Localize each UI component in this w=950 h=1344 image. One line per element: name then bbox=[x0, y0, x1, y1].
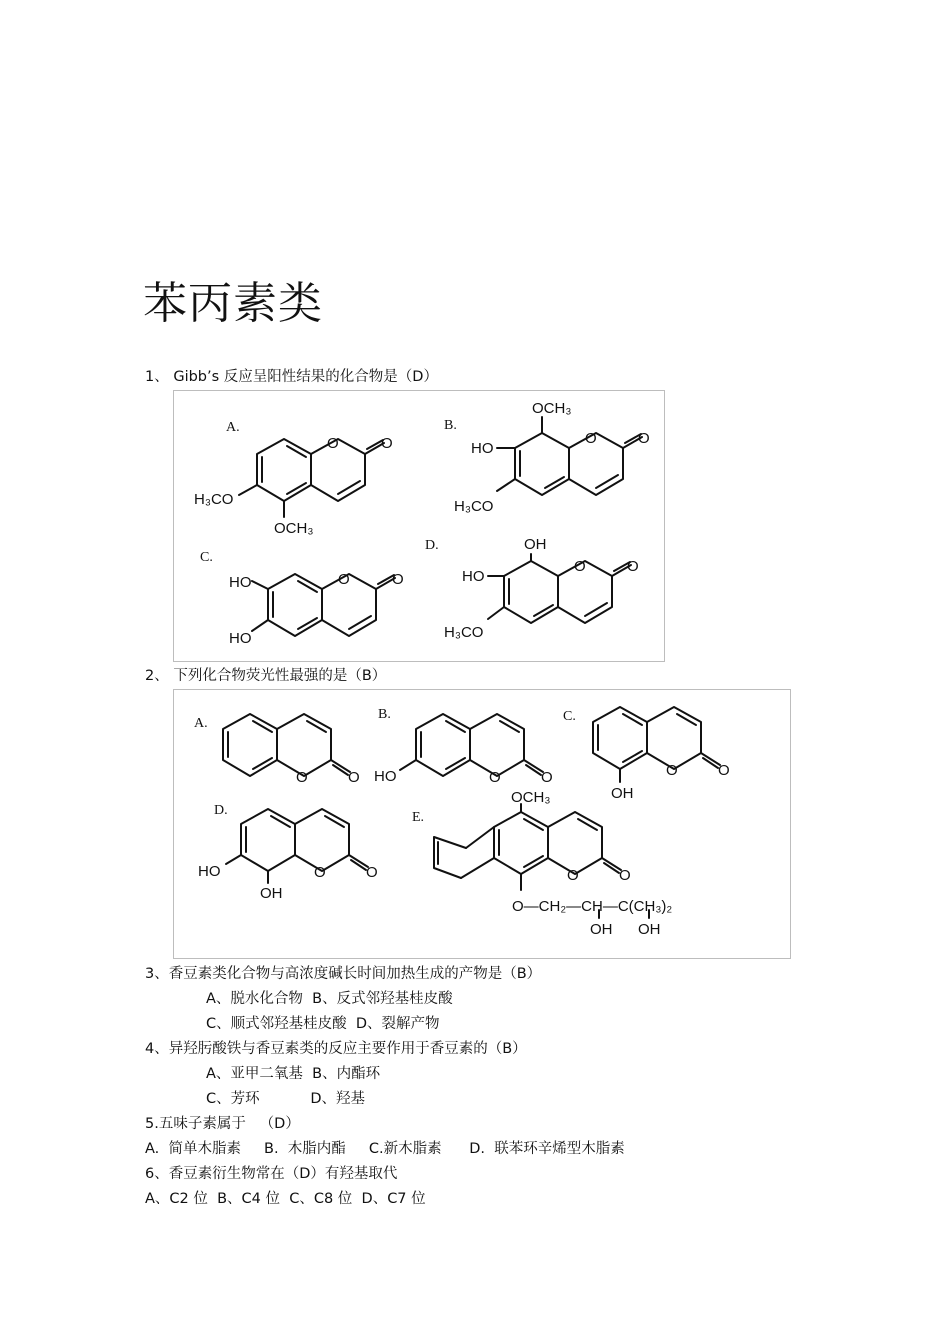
structure-2e-label: E. bbox=[412, 810, 425, 825]
structure-c-bonds bbox=[252, 574, 395, 636]
question-2-figure bbox=[173, 689, 791, 959]
question-6-options: A、C2 位 B、C4 位 C、C8 位 D、C7 位 bbox=[145, 1191, 426, 1207]
structure-2d-label: D. bbox=[214, 803, 228, 818]
structure-b-carbonyl-o: O bbox=[638, 430, 650, 447]
structure-2a-bonds bbox=[223, 714, 350, 776]
question-3-options-1: A、脱水化合物 B、反式邻羟基桂皮酸 bbox=[206, 991, 453, 1007]
structure-2c-sub1: OH bbox=[611, 785, 634, 802]
structure-2c-ring-o: O bbox=[666, 762, 678, 779]
question-1-structures bbox=[174, 391, 664, 661]
question-3-text: 3、香豆素类化合物与高浓度碱长时间加热生成的产物是（B） bbox=[145, 966, 542, 982]
structure-d-ring-o: O bbox=[574, 558, 586, 575]
structure-d-carbonyl-o: O bbox=[627, 558, 639, 575]
structure-2a-label: A. bbox=[194, 716, 208, 731]
structure-d-sub2: HO bbox=[462, 568, 485, 585]
structure-a-carbonyl-o: O bbox=[381, 435, 393, 452]
structure-2e-carbonyl-o: O bbox=[619, 867, 631, 884]
structure-2e-oh1: OH bbox=[590, 921, 613, 938]
structure-a-label: A. bbox=[226, 420, 240, 435]
structure-2d-sub2: OH bbox=[260, 885, 283, 902]
structure-c-sub2: HO bbox=[229, 630, 252, 647]
structure-2b-carbonyl-o: O bbox=[541, 769, 553, 786]
structure-c-sub1: HO bbox=[229, 574, 252, 591]
structure-2c-label: C. bbox=[563, 709, 576, 724]
question-5-options: A. 简单木脂素 B. 木脂内酯 C.新木脂素 D. 联苯环辛烯型木脂素 bbox=[145, 1141, 625, 1157]
structure-c-carbonyl-o: O bbox=[392, 571, 404, 588]
question-2-structures bbox=[174, 690, 790, 958]
structure-b-ring-o: O bbox=[585, 430, 597, 447]
structure-2c-bonds bbox=[593, 707, 720, 782]
question-2-text: 2、 下列化合物荧光性最强的是（B） bbox=[145, 668, 387, 684]
question-4-options-2: C、芳环 D、羟基 bbox=[206, 1091, 365, 1107]
structure-2b-ring-o: O bbox=[489, 769, 501, 786]
structure-2a-carbonyl-o: O bbox=[348, 769, 360, 786]
structure-2a-ring-o: O bbox=[296, 769, 308, 786]
structure-a-sub1: H₃CO bbox=[194, 491, 234, 508]
structure-b-sub3: H₃CO bbox=[454, 498, 494, 515]
structure-a-bonds bbox=[239, 439, 384, 517]
structure-2d-sub1: HO bbox=[198, 863, 221, 880]
structure-2b-label: B. bbox=[378, 707, 391, 722]
structure-2e-ring-o: O bbox=[567, 867, 579, 884]
structure-b-label: B. bbox=[444, 418, 457, 433]
question-3-options-2: C、顺式邻羟基桂皮酸 D、裂解产物 bbox=[206, 1016, 440, 1032]
structure-d-label: D. bbox=[425, 538, 439, 553]
structure-b-sub1: OCH₃ bbox=[532, 400, 572, 417]
structure-2e-sub1: OCH₃ bbox=[511, 789, 551, 806]
structure-2d-carbonyl-o: O bbox=[366, 864, 378, 881]
question-4-options-1: A、亚甲二氧基 B、内酯环 bbox=[206, 1066, 381, 1082]
question-4-text: 4、异羟肟酸铁与香豆素类的反应主要作用于香豆素的（B） bbox=[145, 1041, 527, 1057]
question-1-text: 1、 Gibb’s 反应呈阳性结果的化合物是（D） bbox=[145, 369, 438, 385]
question-5-text: 5.五味子素属于 （D） bbox=[145, 1116, 300, 1132]
page-title: 苯丙素类 bbox=[143, 278, 323, 329]
structure-a-sub2: OCH₃ bbox=[274, 520, 314, 537]
structure-2b-sub1: HO bbox=[374, 768, 397, 785]
question-1-figure bbox=[173, 390, 665, 662]
structure-b-sub2: HO bbox=[471, 440, 494, 457]
structure-2b-bonds bbox=[400, 714, 543, 776]
structure-2d-bonds bbox=[226, 809, 368, 883]
structure-a-ring-o: O bbox=[327, 435, 339, 452]
structure-d-sub1: OH bbox=[524, 536, 547, 553]
structure-d-bonds bbox=[488, 554, 631, 623]
structure-2e-chain: O—CH₂—CH—C(CH₃)₂ bbox=[512, 898, 673, 915]
structure-d-sub3: H₃CO bbox=[444, 624, 484, 641]
structure-c-ring-o: O bbox=[338, 571, 350, 588]
structure-b-bonds bbox=[497, 417, 642, 495]
structure-2d-ring-o: O bbox=[314, 864, 326, 881]
question-6-text: 6、香豆素衍生物常在（D）有羟基取代 bbox=[145, 1166, 398, 1182]
structure-c-label: C. bbox=[200, 550, 213, 565]
structure-2e-oh2: OH bbox=[638, 921, 661, 938]
structure-2c-carbonyl-o: O bbox=[718, 762, 730, 779]
